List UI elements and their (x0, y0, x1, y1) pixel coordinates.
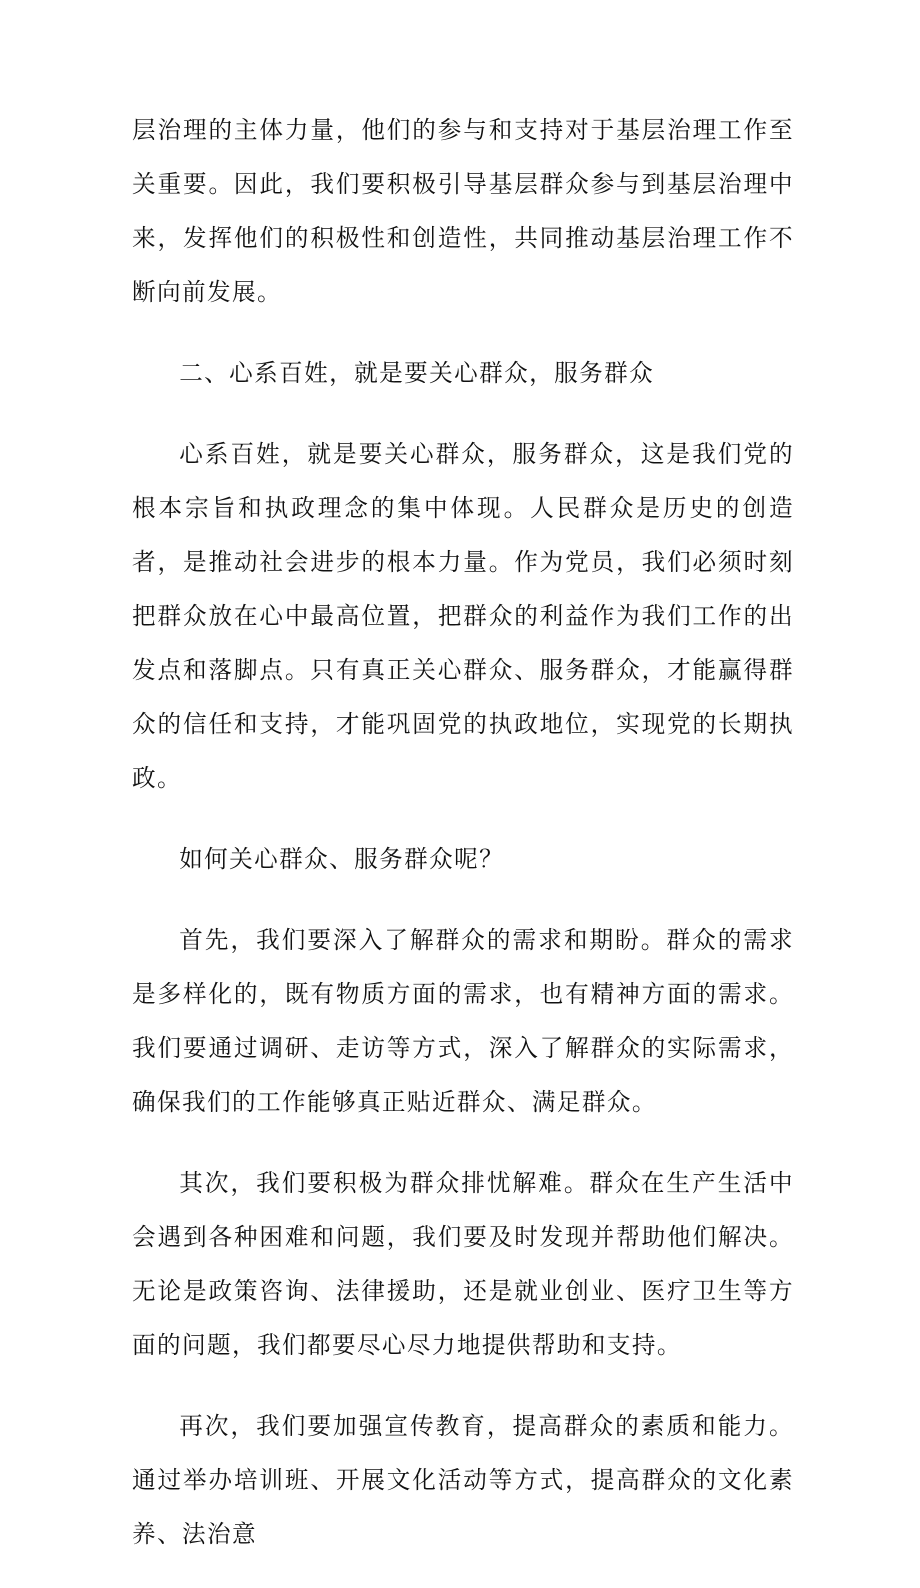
section-heading: 二、心系百姓，就是要关心群众，服务群众 (179, 359, 655, 387)
paragraph-question: 如何关心群众、服务群众呢？ (179, 845, 505, 873)
paragraph-continuation: 层治理的主体力量，他们的参与和支持对于基层治理工作至关重要。因此，我们要积极引导基层群众参与到基层治理中来，发挥他们的积极性和创造性，共同推动基层治理工作不断向前发展。 (132, 116, 794, 306)
paragraph-first: 首先，我们要深入了解群众的需求和期盼。群众的需求是多样化的，既有物质方面的需求，也有精神方面的需求。我们要通过调研、走访等方式，深入了解群众的实际需求，确保我们的工作能够真正贴近群众、满足群众。 (132, 926, 794, 1116)
document-body (132, 103, 794, 1588)
paragraph-second: 其次，我们要积极为群众排忧解难。群众在生产生活中会遇到各种困难和问题，我们要及时发现并帮助他们解决。无论是政策咨询、法律援助，还是就业创业、医疗卫生等方面的问题，我们都要尽心尽力地提供帮助和支持。 (132, 1169, 794, 1359)
paragraph: 心系百姓，就是要关心群众，服务群众，这是我们党的根本宗旨和执政理念的集中体现。人民群众是历史的创造者，是推动社会进步的根本力量。作为党员，我们必须时刻把群众放在心中最高位置，把群众的利益作为我们工作的出发点和落脚点。只有真正关心群众、服务群众，才能赢得群众的信任和支持，才能巩固党的执政地位，实现党的长期执政。 (132, 440, 794, 792)
paragraph-third: 再次，我们要加强宣传教育，提高群众的素质和能力。通过举办培训班、开展文化活动等方式，提高群众的文化素养、法治意 (132, 1412, 794, 1548)
